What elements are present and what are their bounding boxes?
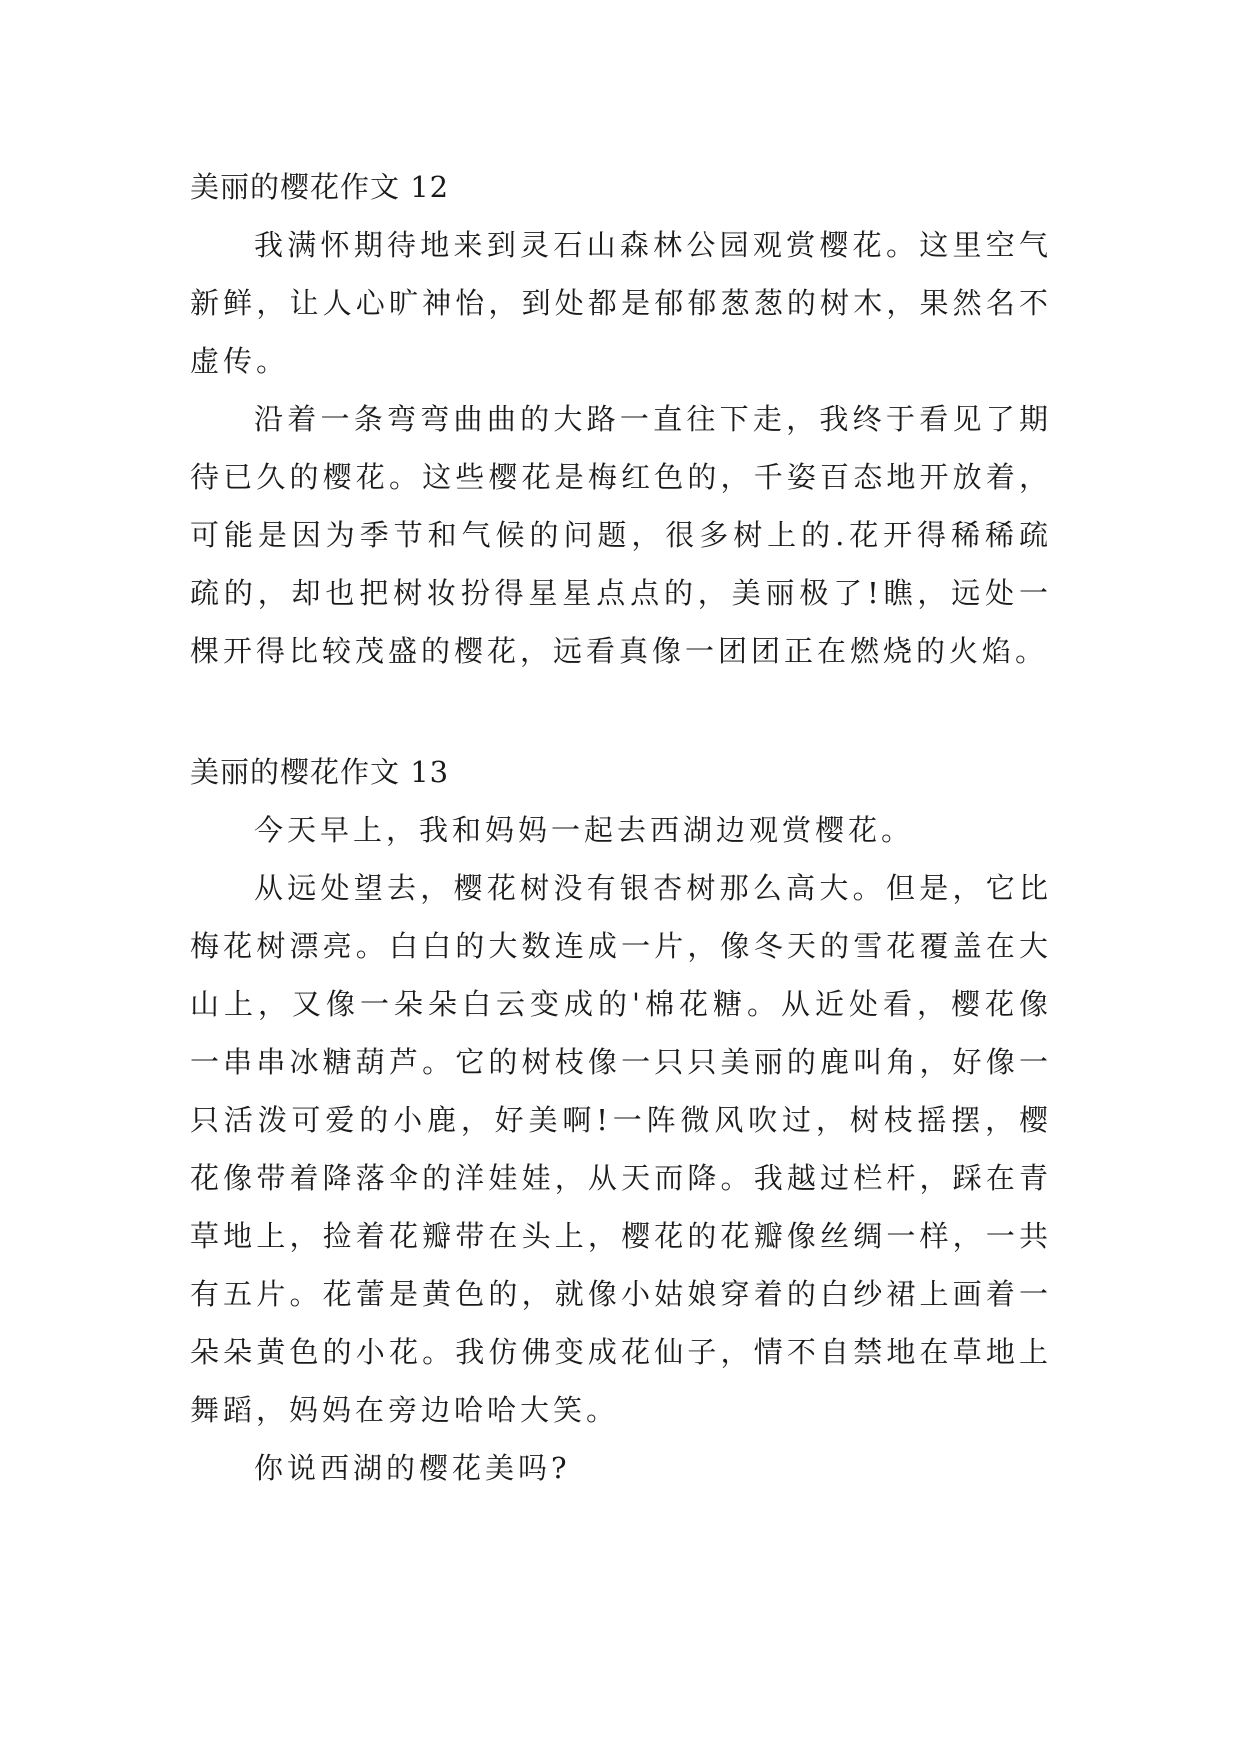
essay-13 xyxy=(190,743,1052,1497)
essay-paragraph: 沿着一条弯弯曲曲的大路一直往下走，我终于看见了期待已久的樱花。这些樱花是梅红色的，千姿百态地开放着，可能是因为季节和气候的问题，很多树上的.花开得稀稀疏疏的，却也把树妆扮得星星点点的，美丽极了!瞧，远处一棵开得比较茂盛的樱花，远看真像一团团正在燃烧的火焰。 xyxy=(190,402,1052,668)
essay-title: 美丽的樱花作文 12 xyxy=(190,170,450,204)
essay-paragraph: 从远处望去，樱花树没有银杏树那么高大。但是，它比梅花树漂亮。白白的大数连成一片，像冬天的雪花覆盖在大山上，又像一朵朵白云变成的'棉花糖。从近处看，樱花像一串串冰糖葫芦。它的树枝像一只只美丽的鹿叫角，好像一只活泼可爱的小鹿，好美啊!一阵微风吹过，树枝摇摆，樱花像带着降落伞的洋娃娃，从天而降。我越过栏杆，踩在青草地上，捡着花瓣带在头上，樱花的花瓣像丝绸一样，一共有五片。花蕾是黄色的，就像小姑娘穿着的白纱裙上画着一朵朵黄色的小花。我仿佛变成花仙子，情不自禁地在草地上舞蹈，妈妈在旁边哈哈大笑。 xyxy=(190,871,1052,1427)
essay-title: 美丽的樱花作文 13 xyxy=(190,755,450,789)
essay-paragraph: 今天早上，我和妈妈一起去西湖边观赏樱花。 xyxy=(254,813,915,847)
essay-12 xyxy=(190,158,1052,680)
essay-paragraph: 我满怀期待地来到灵石山森林公园观赏樱花。这里空气新鲜，让人心旷神怡，到处都是郁郁葱葱的树木，果然名不虚传。 xyxy=(190,228,1052,378)
essay-paragraph: 你说西湖的樱花美吗? xyxy=(254,1451,571,1485)
